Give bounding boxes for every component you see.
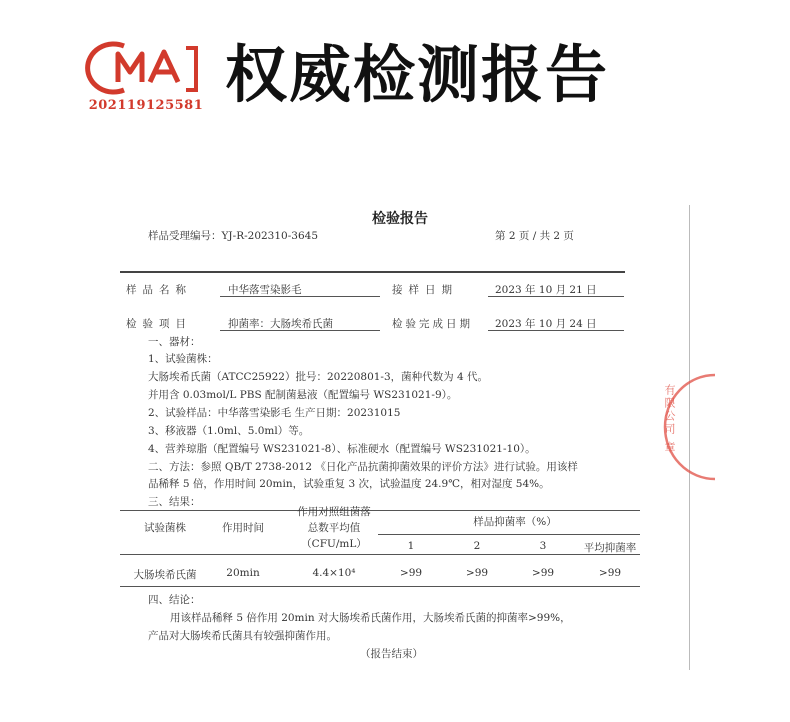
body-line: 并用含 0.03mol/L PBS 配制菌悬液（配置编号 WS231021-9）。 (148, 389, 458, 401)
col-strain-header: 试验菌株 (144, 522, 186, 534)
underline (488, 330, 624, 331)
cma-logo-mark (84, 34, 208, 98)
body-line: 一、器材： (148, 336, 201, 348)
sample-name-label: 样品名称 (126, 284, 192, 296)
body-line: 4、营养琼脂（配置编号 WS231021-8）、标准硬水（配置编号 WS231021-10）。 (148, 443, 536, 455)
header-bottom-rule (120, 554, 640, 555)
conclusion-line: 产品对大肠埃希氏菌具有较强抑菌作用。 (148, 630, 337, 642)
col-control-header-3: （CFU/mL） (301, 538, 367, 550)
cell-control: 4.4×10⁴ (312, 567, 356, 579)
cell-rate-2: >99 (465, 567, 489, 579)
cell-time: 20min (226, 567, 260, 579)
col-rate-header: 样品抑菌率（%） (473, 516, 557, 528)
report-end: （报告结束） (360, 648, 423, 660)
page-indicator: 第 2 页 / 共 2 页 (495, 230, 574, 242)
col-control-header-1: 作用对照组菌落 (297, 506, 371, 518)
page-title: 权威检测报告 (225, 38, 610, 111)
complete-date-label: 检验完成日期 (392, 318, 473, 330)
cma-logo (84, 34, 208, 126)
body-line: 三、结果： (148, 496, 201, 508)
complete-date-value: 2023 年 10 月 24 日 (495, 318, 597, 330)
body-line: 2、试验样品：中华落雪染影毛 生产日期：20231015 (148, 407, 401, 419)
cert-number: 202119125581 (88, 98, 204, 113)
cell-rate-1: >99 (399, 567, 423, 579)
sub-header-avg: 平均抑菌率 (583, 542, 637, 554)
col-control-header-2: 总数平均值 (307, 522, 361, 534)
company-seal (655, 372, 715, 482)
report-title: 检验报告 (372, 211, 428, 227)
underline (220, 296, 380, 297)
conclusion-heading: 四、结论： (148, 594, 201, 606)
conclusion-line: 用该样品稀释 5 倍作用 20min 对大肠埃希氏菌作用，大肠埃希氏菌的抑菌率>99%， (170, 612, 571, 624)
subheader-rule (378, 534, 640, 535)
cell-rate-avg: >99 (598, 567, 622, 579)
body-line: 品稀释 5 倍，作用时间 20min，试验重复 3 次，试验温度 24.9℃，相对湿度 54%。 (148, 478, 550, 490)
receive-date-value: 2023 年 10 月 21 日 (495, 284, 597, 296)
header-rule (120, 271, 625, 273)
cell-strain: 大肠埃希氏菌 (133, 569, 197, 581)
test-item-label: 检验项目 (126, 318, 192, 330)
sample-name-value: 中华落雪染影毛 (228, 284, 302, 296)
seal-text: 有限公司 章 (663, 384, 676, 455)
test-item-value: 抑菌率：大肠埃希氏菌 (228, 318, 333, 330)
underline (220, 330, 380, 331)
report-document (110, 198, 690, 678)
col-time-header: 作用时间 (222, 522, 264, 534)
sub-header-3: 3 (539, 540, 547, 552)
body-line: 1、试验菌株： (148, 353, 218, 365)
body-line: 3、移液器（1.0ml、5.0ml）等。 (148, 425, 310, 437)
underline (488, 296, 624, 297)
cell-rate-3: >99 (531, 567, 555, 579)
body-line: 大肠埃希氏菌（ATCC25922）批号：20220801-3，菌种代数为 4 代。 (148, 371, 489, 383)
receive-date-label: 接样日期 (392, 284, 458, 296)
sub-header-2: 2 (473, 540, 481, 552)
table-bottom-rule (120, 586, 640, 587)
sample-number: 样品受理编号：YJ-R-202310-3645 (148, 230, 318, 242)
body-line: 二、方法：参照 QB/T 2738-2012 《日化产品抗菌抑菌效果的评价方法》进行试验。用该样 (148, 461, 578, 473)
sub-header-1: 1 (407, 540, 415, 552)
